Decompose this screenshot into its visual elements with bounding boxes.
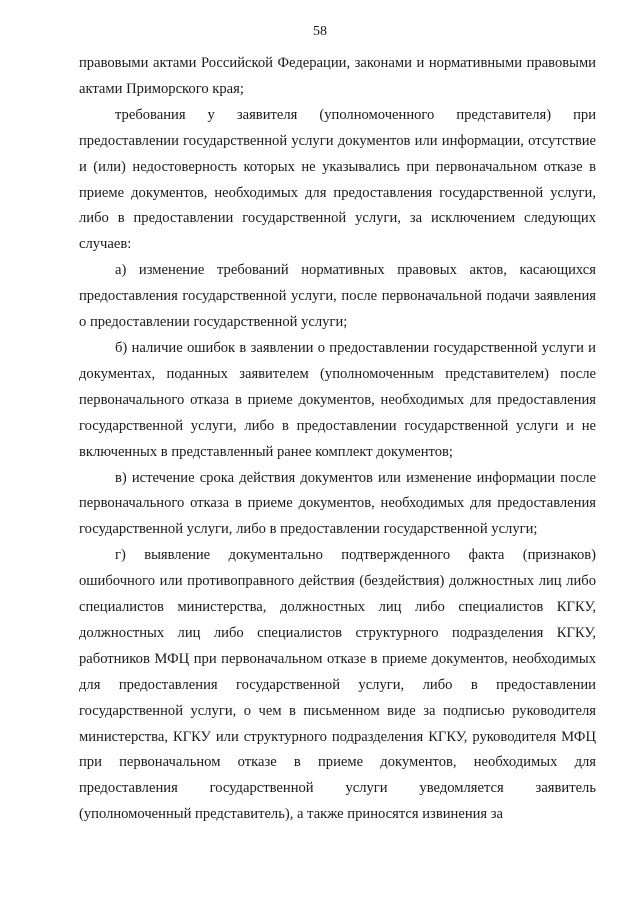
paragraph-continuation: правовыми актами Российской Федерации, законами и нормативными правовыми актами Приморского края; bbox=[79, 55, 596, 97]
list-item-b: б) наличие ошибок в заявлении о предоставлении государственной услуги и документах, поданных заявителем (уполномоченным представителем) после первоначального отказа в приеме документов, необходимых для предоставления государственной услуги, либо в предоставлении государственной услуги и не включенных в представленный ранее комплект документов; bbox=[79, 339, 596, 460]
list-item-a: а) изменение требований нормативных правовых актов, касающихся предоставления государственной услуги, после первоначальной подачи заявления о предоставлении государственной услуги; bbox=[79, 262, 596, 331]
paragraph-requirements: требования у заявителя (уполномоченного представителя) при предоставлении государственной услуги документов или информации, отсутствие и (или) недостоверность которых не указывались при первоначальном отказе в приеме документов, необходимых для предоставления государственной услуги, либо в предоставлении государственной услуги, за исключением следующих случаев: bbox=[79, 106, 596, 253]
page-number: 58 bbox=[313, 24, 327, 39]
list-item-v: в) истечение срока действия документов или изменение информации после первоначального отказа в приеме документов, необходимых для предоставления государственной услуги, либо в предоставлении государственной услуги; bbox=[79, 469, 596, 538]
document-body bbox=[79, 51, 596, 828]
list-item-g: г) выявление документально подтвержденного факта (признаков) ошибочного или противоправного действия (бездействия) должностных лиц либо специалистов министерства, должностных лиц либо специалистов КГКУ, должностных лиц либо специалистов структурного подразделения КГКУ, работников МФЦ при первоначальном отказе в приеме документов, необходимых для предоставления государственной услуги, либо в предоставлении государственной услуги, о чем в письменном виде за подписью руководителя министерства, КГКУ или структурного подразделения КГКУ, руководителя МФЦ при первоначальном отказе в приеме документов, необходимых для предоставления государственной услуги уведомляется заявитель (уполномоченный представитель), а также приносятся извинения за bbox=[79, 547, 596, 823]
